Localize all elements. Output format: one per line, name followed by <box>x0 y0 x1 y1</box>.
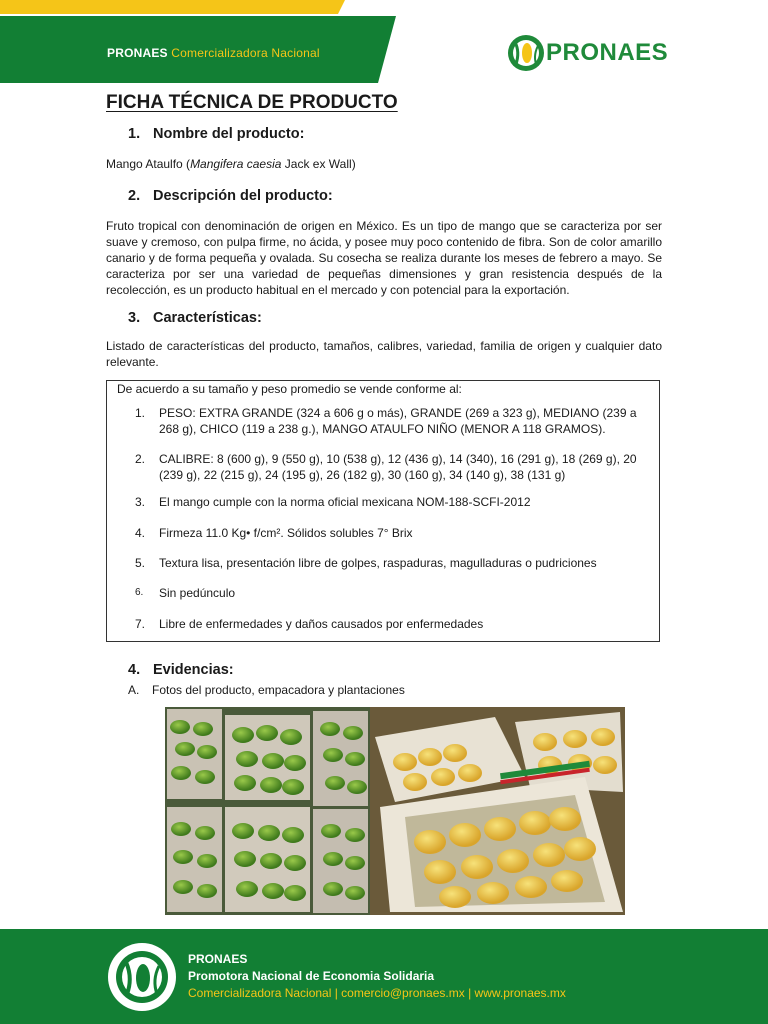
page-header <box>0 0 768 90</box>
mango-crates-photo <box>165 707 625 915</box>
footer-org-name: Promotora Nacional de Economia Solidaria <box>188 969 435 983</box>
list-item-number: 5. <box>135 556 146 570</box>
section-4-number: 4. <box>128 662 141 678</box>
list-item-number: 1. <box>135 406 146 420</box>
header-title <box>107 46 320 60</box>
logo-wordmark: PRONAES <box>546 39 669 66</box>
product-description: Fruto tropical con denominación de origen en México. Es un tipo de mango que se caracteriza por ser suave y cremoso, con pulpa firme, no ácida, y posee muy poco contenido de fibra. Son de color amarillo canario y de forma pequeña y ovalada. Su cosecha se realiza durante los meses de febrero a mayo. Se caracteriza por ser una variedad de pequeñas dimensiones y gran resistencia después de la recolección, es un producto habitual en el mercado y con potencial para la exportación. <box>106 219 662 297</box>
section-1-number: 1. <box>128 126 141 142</box>
corn-leaf-logo-icon <box>506 30 546 76</box>
footer-brand: PRONAES <box>188 952 248 966</box>
header-subtitle: Comercializadora Nacional <box>171 46 320 60</box>
characteristics-intro: Listado de características del producto, tamaños, calibres, variedad, familia de origen y cualquier dato relevante. <box>106 339 662 369</box>
section-4-title: Evidencias: <box>153 662 234 678</box>
list-item-text: Textura lisa, presentación libre de golpes, raspaduras, magulladuras o pudriciones <box>159 556 597 570</box>
list-item-text: El mango cumple con la norma oficial mexicana NOM-188-SCFI-2012 <box>159 495 531 509</box>
list-item-text: PESO: EXTRA GRANDE (324 a 606 g o más), GRANDE (269 a 323 g), MEDIANO (239 a 268 g), CHICO (119 a 238 g.), MANGO ATAULFO NIÑO (MENOR A 118 GRAMOS). <box>159 406 637 436</box>
product-name-common: Mango Ataulfo ( <box>106 157 191 171</box>
yellow-mango-crates <box>375 712 623 912</box>
list-item-text: Libre de enfermedades y daños causados por enfermedades <box>159 617 484 631</box>
section-4-heading <box>128 662 234 678</box>
list-item-number: 3. <box>135 495 146 509</box>
page-title: FICHA TÉCNICA DE PRODUCTO <box>106 92 398 113</box>
section-2-title: Descripción del producto: <box>153 188 333 204</box>
section-1-heading <box>128 126 304 142</box>
evidence-text: Fotos del producto, empacadora y plantaciones <box>152 683 405 697</box>
footer-contact <box>188 951 566 1002</box>
section-1-title: Nombre del producto: <box>153 126 305 142</box>
header-brand: PRONAES <box>107 46 168 60</box>
pronaes-logo <box>506 30 669 76</box>
section-3-heading <box>128 310 262 326</box>
list-item-text: Firmeza 11.0 Kg• f/cm². Sólidos solubles 7° Brix <box>159 526 413 540</box>
section-2-heading <box>128 188 333 204</box>
list-item-number: 4. <box>135 526 146 540</box>
list-item-number: 7. <box>135 617 146 631</box>
list-item-text: CALIBRE: 8 (600 g), 9 (550 g), 10 (538 g), 12 (436 g), 14 (340), 16 (291 g), 18 (269 g), 20 (239 g), 22 (215 g), 24 (195 g), 26 (182 g), 30 (160 g), 34 (140 g), 38 (131 g) <box>159 452 637 482</box>
list-item-number: 2. <box>135 452 146 466</box>
list-item-text: Sin pedúnculo <box>159 586 236 600</box>
characteristics-box-intro: De acuerdo a su tamaño y peso promedio se vende conforme al: <box>117 382 462 396</box>
product-name-author: Jack ex Wall) <box>281 157 356 171</box>
product-name-scientific: Mangifera caesia <box>190 157 282 171</box>
footer-links: Comercializadora Nacional | comercio@pronaes.mx | www.pronaes.mx <box>188 986 566 1000</box>
characteristics-box <box>106 380 660 642</box>
product-name <box>106 156 662 172</box>
section-2-number: 2. <box>128 188 141 204</box>
evidence-letter: A. <box>128 683 140 697</box>
section-3-number: 3. <box>128 310 141 326</box>
section-3-title: Características: <box>153 310 262 326</box>
evidence-caption <box>128 682 684 698</box>
green-mango-crates <box>167 709 368 913</box>
list-item-number: 6. <box>135 587 144 598</box>
footer-logo-icon <box>107 942 177 1012</box>
page-footer <box>0 929 768 1024</box>
